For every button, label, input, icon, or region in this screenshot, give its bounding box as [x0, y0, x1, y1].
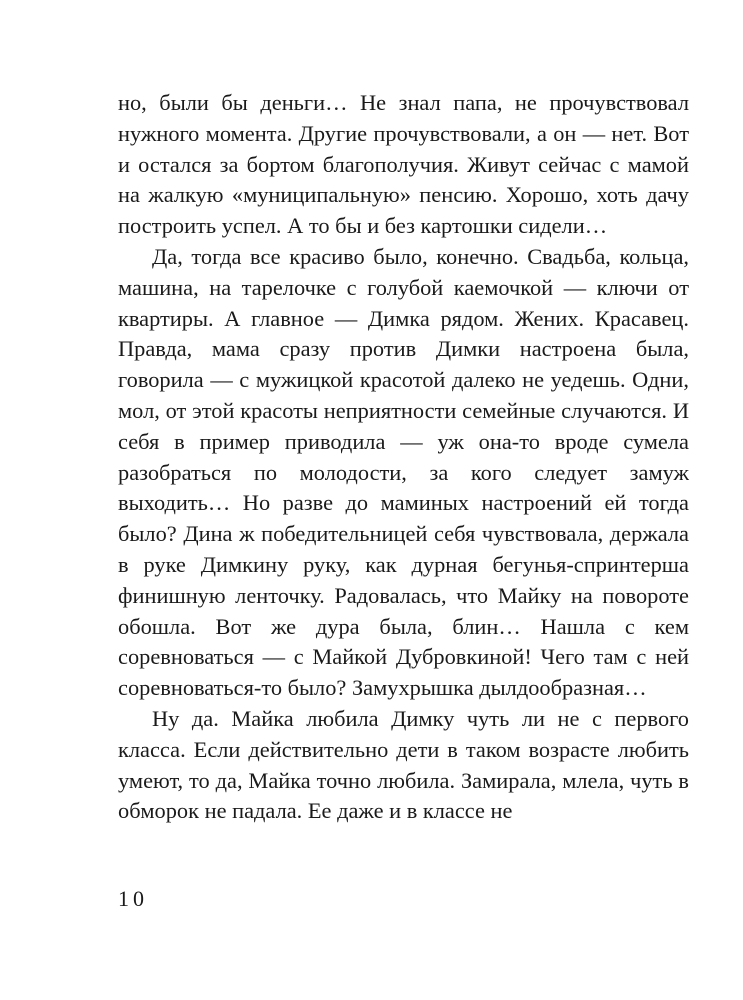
- paragraph-continuation: но, были бы деньги… Не знал папа, не прочувствовал нужного момента. Другие прочувствовали, а он — нет. Вот и остался за бортом благополучия. Живут сейчас с мамой на жалкую «муниципальную» пенсию. Хорошо, хоть дачу построить успел. А то бы и без картошки сидели…: [118, 90, 689, 239]
- page-number: 10: [118, 886, 148, 911]
- paragraph-wedding: Да, тогда все красиво было, конечно. Свадьба, кольца, машина, на тарелочке с голубой каемочкой — ключи от квартиры. А главное — Димка рядом. Жених. Красавец. Правда, мама сразу против Димки настроена была, говорила — с мужицкой красотой далеко не уедешь. Одни, мол, от этой красоты неприятности семейные случаются. И себя в пример приводила — уж она-то вроде сумела разобраться по молодости, за кого следует замуж выходить… Но разве до маминых настроений ей тогда было? Дина ж победительницей себя чувствовала, держала в руке Димкину руку, как дурная бегунья-спринтерша финишную ленточку. Радовалась, что Майку на повороте обошла. Вот же дура была, блин… Нашла с кем соревноваться — с Майкой Дубровкиной! Чего там с ней соревноваться-то было? Замухрышка дылдообразная…: [118, 243, 689, 701]
- body-text: [118, 88, 689, 827]
- paragraph-mayka: Ну да. Майка любила Димку чуть ли не с первого класса. Если действительно дети в таком возрасте любить умеют, то да, Майка точно любила. Замирала, млела, чуть в обморок не падала. Ее даже и в классе не: [118, 705, 689, 824]
